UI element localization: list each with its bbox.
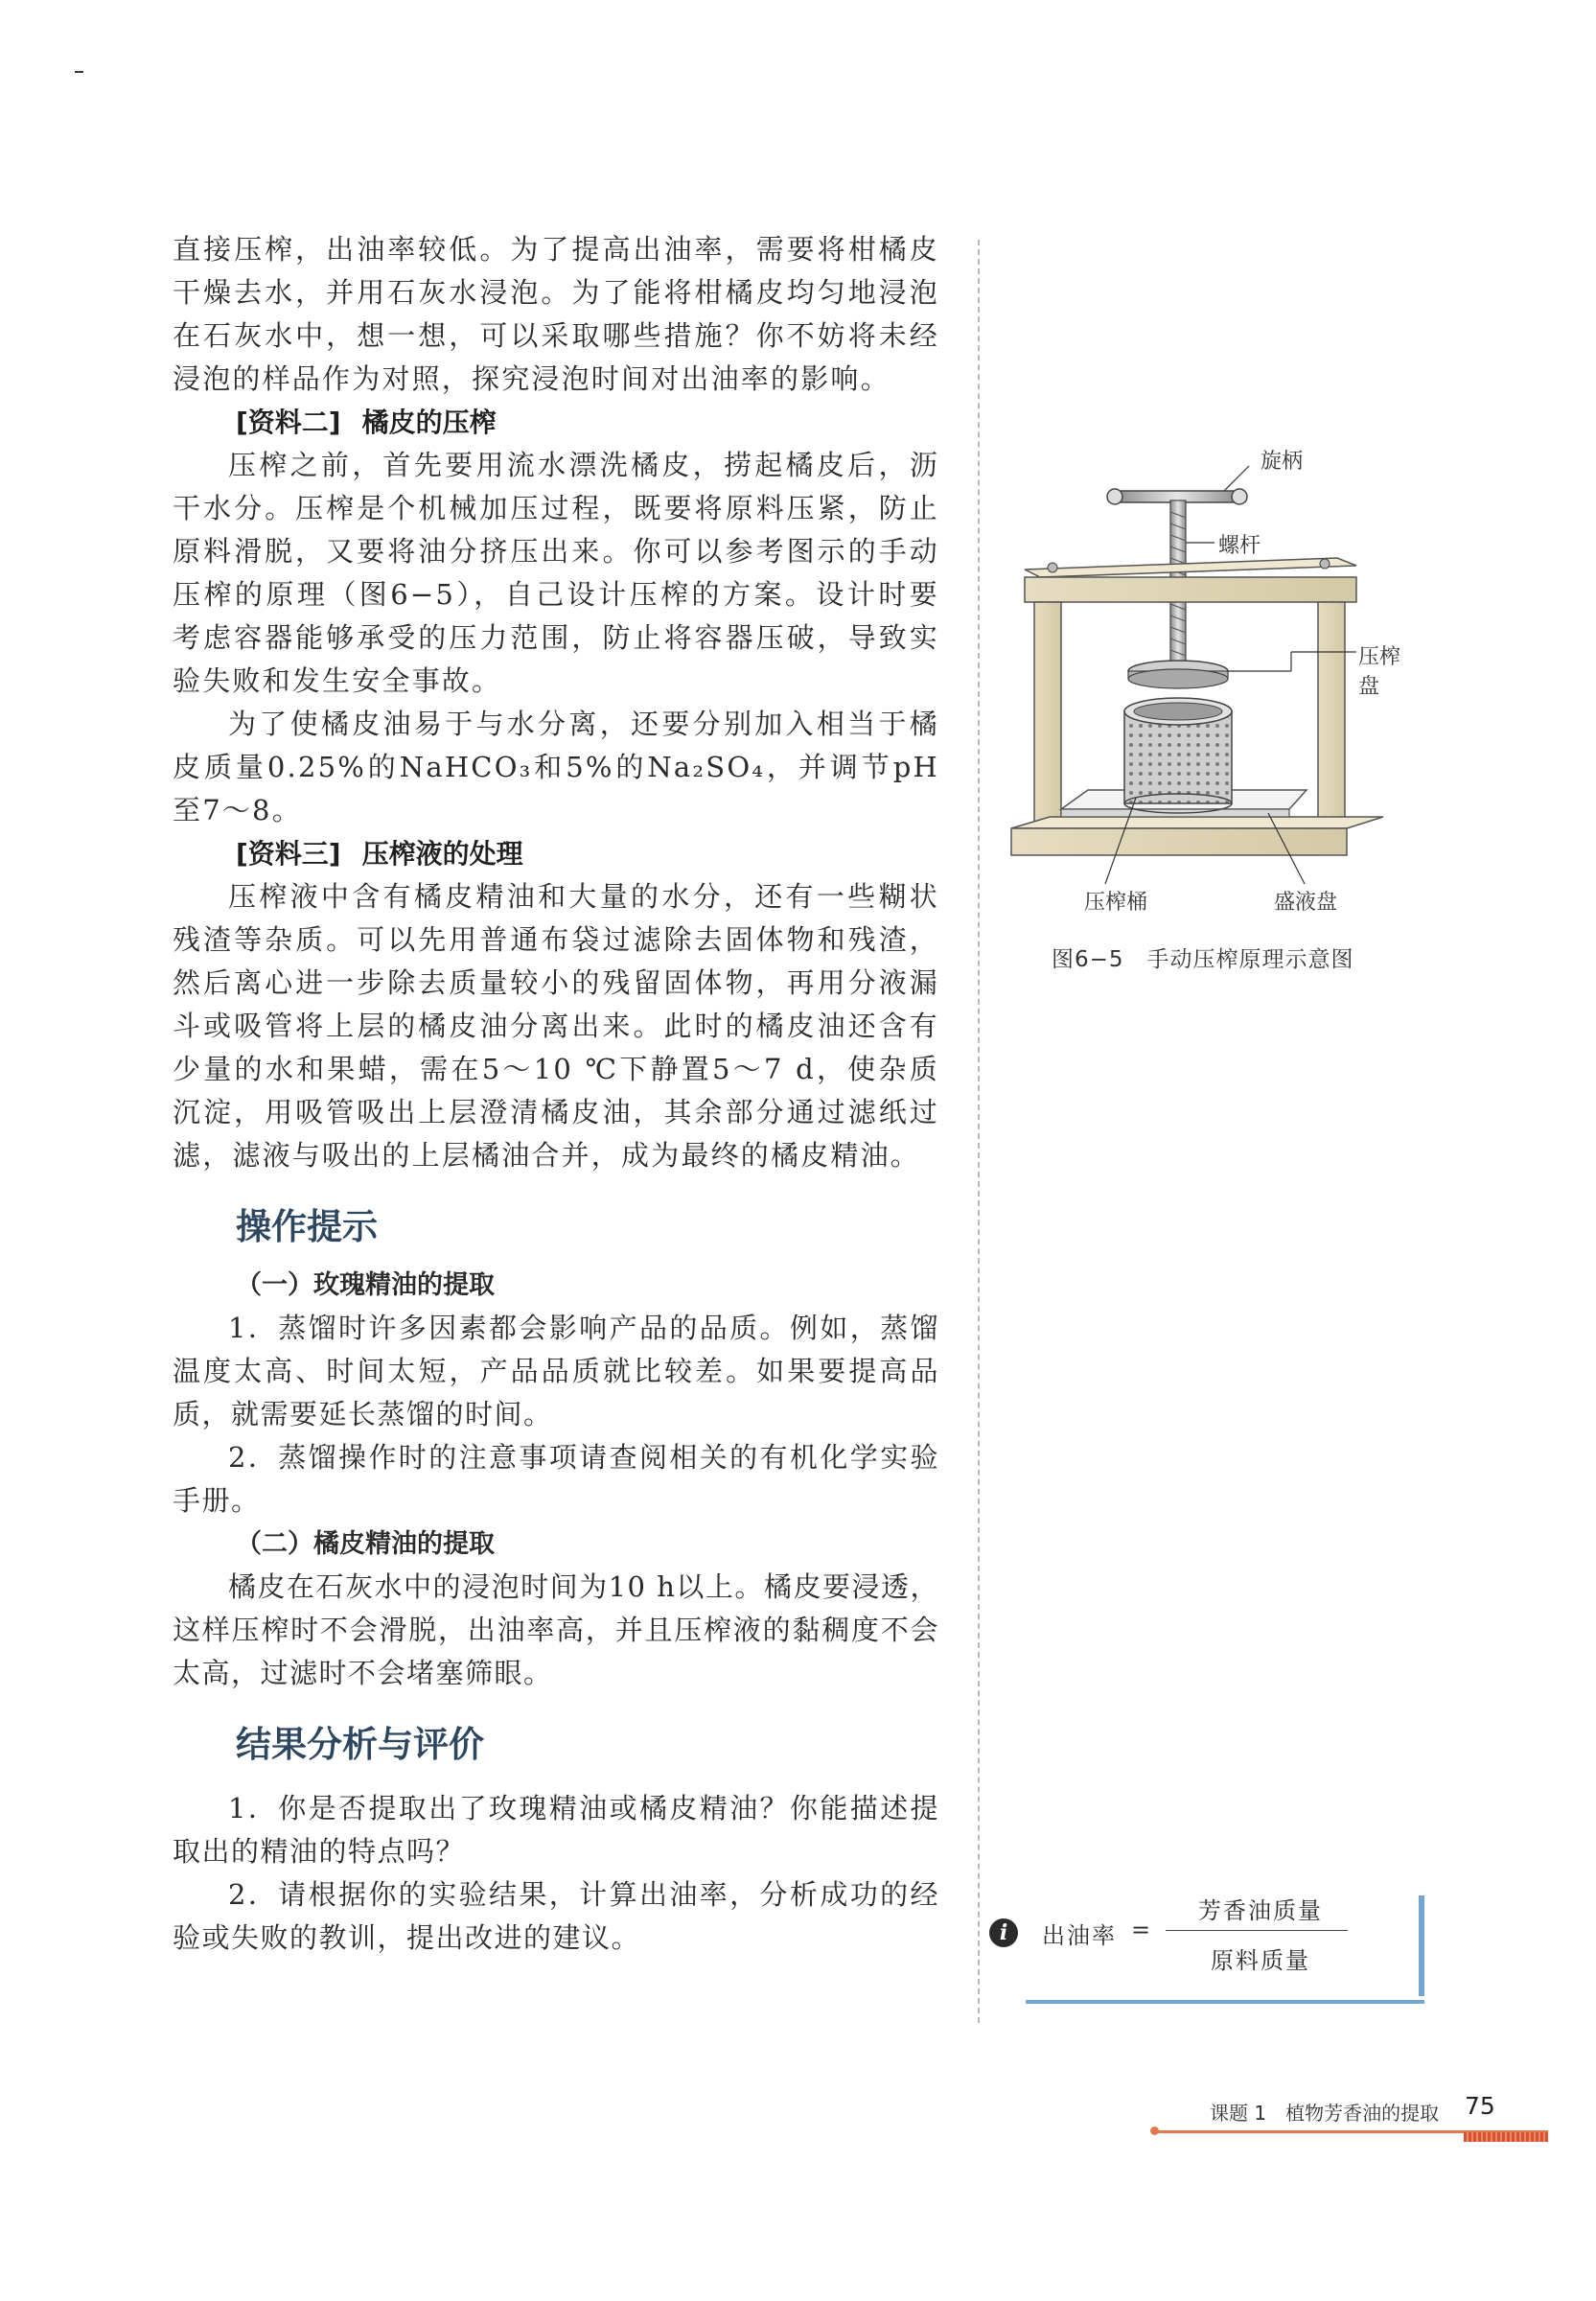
material3-heading <box>173 832 939 875</box>
tip-equals: = <box>1131 1917 1151 1943</box>
tip-bracket-right <box>1419 1895 1424 1996</box>
material3-label: [资料三] <box>236 838 341 870</box>
label-tray: 盛液盘 <box>1274 891 1338 915</box>
press-diagram <box>1002 433 1414 913</box>
footer-bar <box>1464 2132 1548 2142</box>
ops-heading: 操作提示 <box>236 1206 378 1247</box>
material2-label: [资料二] <box>236 407 341 438</box>
ops-sub1-paragraph-1: 1．蒸馏时许多因素都会影响产品的品质。例如，蒸馏温度太高、时间太短，产品品质就比较差。如果要提高品质，就需要延长蒸馏的时间。 <box>173 1312 939 1430</box>
fraction-line <box>1166 1930 1348 1931</box>
tip-box <box>987 1884 1424 2004</box>
results-question-2: 2．请根据你的实验结果，计算出油率，分析成功的经验或失败的教训，提出改进的建议。 <box>173 1878 939 1954</box>
results-heading: 结果分析与评价 <box>236 1724 484 1765</box>
results-question-1: 1．你是否提取出了玫瑰精油或橘皮精油？你能描述提取出的精油的特点吗？ <box>173 1792 939 1868</box>
ops-sub2-heading: （二）橘皮精油的提取 <box>236 1529 495 1559</box>
material3-title: 压榨液的处理 <box>361 838 523 870</box>
material3-paragraph: 压榨液中含有橘皮精油和大量的水分，还有一些糊状残渣等杂质。可以先用普通布袋过滤除去固体物和残渣，然后离心进一步除去质量较小的残留固体物，再用分液漏斗或吸管将上层的橘皮油分离出来。此时的橘皮油还含有少量的水和果蜡，需在5～10 ℃下静置5～7 d，使杂质沉淀，用吸管吸出上层澄清橘皮油，其余部分通过滤纸过滤，滤液与吸出的上层橘油合并，成为最终的橘皮精油。 <box>173 880 939 1172</box>
corner-mark <box>75 71 83 73</box>
info-icon: i <box>989 1918 1018 1947</box>
material2-heading <box>173 401 939 444</box>
material2-paragraph-2: 为了使橘皮油易于与水分离，还要分别加入相当于橘皮质量0.25%的NaHCO₃和5%的Na₂SO₄，并调节pH至7～8。 <box>173 708 939 826</box>
tip-label: 出油率 <box>1042 1922 1117 1949</box>
material2-paragraph-1: 压榨之前，首先要用流水漂洗橘皮，捞起橘皮后，沥干水分。压榨是个机械加压过程，既要将原料压紧，防止原料滑脱，又要将油分挤压出来。你可以参考图示的手动压榨的原理（图6−5），自己设计压榨的方案。设计时要考虑容器能够承受的压力范围，防止将容器压破，导致实验失败和发生安全事故。 <box>173 449 939 697</box>
label-screw: 螺杆 <box>1218 534 1261 558</box>
figure-caption: 图6−5 手动压榨原理示意图 <box>1052 947 1354 972</box>
main-column <box>173 228 939 1960</box>
press-plate-part <box>1128 661 1228 688</box>
label-barrel: 压榨桶 <box>1084 891 1148 915</box>
tip-bracket-bottom <box>1026 2000 1424 2004</box>
material2-title: 橘皮的压榨 <box>361 407 497 438</box>
ops-sub1-paragraph-2: 2．蒸馏操作时的注意事项请查阅相关的有机化学实验手册。 <box>173 1441 939 1517</box>
intro-paragraph: 直接压榨，出油率较低。为了提高出油率，需要将柑橘皮干燥去水，并用石灰水浸泡。为了能将柑橘皮均匀地浸泡在石灰水中，想一想，可以采取哪些措施？你不妨将未经浸泡的样品作为对照，探究浸泡时间对出油率的影响。 <box>173 233 939 395</box>
tip-numerator: 芳香油质量 <box>1198 1897 1323 1924</box>
ops-sub2-paragraph: 橘皮在石灰水中的浸泡时间为10 h以上。橘皮要浸透，这样压榨时不会滑脱，出油率高，并且压榨液的黏稠度不会太高，过滤时不会堵塞筛眼。 <box>173 1570 939 1689</box>
label-press-plate: 压榨盘 <box>1358 645 1401 699</box>
barrel-part <box>1124 698 1232 813</box>
press-figure <box>1002 433 1414 917</box>
label-handle: 旋柄 <box>1261 450 1304 474</box>
footer-chapter: 课题 1 植物芳香油的提取 <box>1210 2102 1440 2125</box>
page-number: 75 <box>1465 2092 1495 2120</box>
tip-denominator: 原料质量 <box>1211 1947 1310 1974</box>
ops-sub1-heading: （一）玫瑰精油的提取 <box>236 1270 495 1300</box>
column-divider <box>978 240 980 2023</box>
